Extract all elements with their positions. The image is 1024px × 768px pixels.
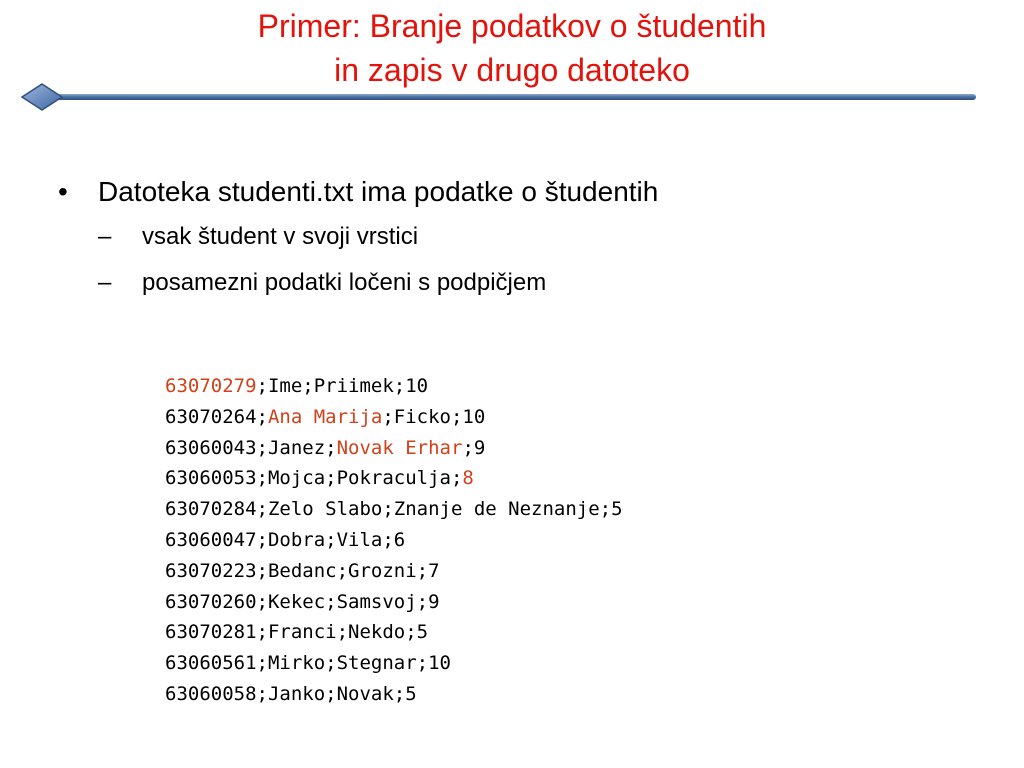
highlighted-field: 63070279 [165,375,257,397]
divider-bar [32,94,976,100]
line-text: 63070284;Zelo Slabo;Znanje de Neznanje;5 [165,498,623,521]
diamond-icon [22,84,62,110]
file-line [165,648,623,679]
line-text: 63070281;Franci;Nekdo;5 [165,621,429,644]
line-text: ;9 [462,436,486,459]
bullet-text: Datoteka studenti.txt ima podatke o študentih [98,176,659,207]
file-line [165,679,623,710]
sub-bullet-item [58,214,978,260]
title-line-1: Primer: Branje podatkov o študentih [257,8,767,44]
line-text: 63060561;Mirko;Stegnar;10 [165,652,451,675]
line-text: 63060058;Janko;Novak;5 [165,682,417,705]
line-text: ;Ime;Priimek;10 [256,375,429,397]
file-line [165,587,623,618]
file-line [165,494,623,525]
line-text: 63070223;Bedanc;Grozni;7 [165,559,440,582]
file-line [165,433,623,464]
highlighted-field: Novak Erhar [336,436,463,459]
bullet-dot-icon: • [58,176,68,207]
highlighted-field: 8 [462,467,474,490]
file-line [165,371,623,402]
line-text: 63070264; [165,405,268,428]
highlighted-field: Ana Marija [267,405,383,428]
file-line [165,525,623,556]
title-line-2: in zapis v drugo datoteko [334,52,690,88]
bullet-item [58,170,978,214]
file-line [165,463,623,494]
sub-bullet-item [58,260,978,306]
line-text: 63060043;Janez; [165,436,337,459]
line-text: ;Ficko;10 [382,405,486,428]
dash-icon: – [98,269,112,296]
bullet-list [58,170,978,306]
line-text: 63060047;Dobra;Vila;6 [165,528,406,551]
file-line [165,402,623,433]
dash-icon: – [98,223,112,250]
title-divider [18,80,980,114]
file-line [165,556,623,587]
file-line [165,617,623,648]
line-text: 63070260;Kekec;Samsvoj;9 [165,590,440,613]
line-text: 63060053;Mojca;Pokraculja; [165,467,463,490]
sub-bullet-text: posamezni podatki ločeni s podpičjem [142,269,547,296]
slide-title [0,4,1024,92]
file-contents-block [165,371,623,710]
sub-bullet-text: vsak študent v svoji vrstici [142,223,419,250]
